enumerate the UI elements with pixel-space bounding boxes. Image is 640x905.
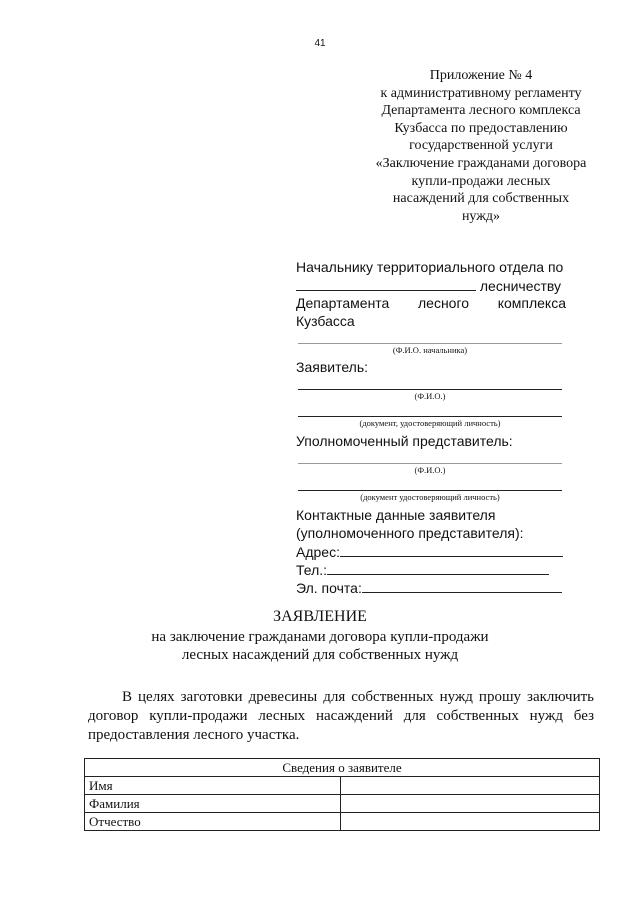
addressee-word: Департамента bbox=[296, 295, 390, 311]
phone-row bbox=[296, 560, 566, 579]
applicant-doc-field[interactable] bbox=[298, 416, 562, 417]
phone-field[interactable] bbox=[327, 560, 549, 575]
appendix-line: купли-продажи лесных bbox=[411, 173, 551, 189]
email-label: Эл. почта: bbox=[296, 580, 362, 596]
email-field[interactable] bbox=[362, 578, 562, 593]
contacts-line-1: Контактные данные заявителя bbox=[296, 507, 496, 523]
appendix-line: насаждений для собственных bbox=[392, 191, 570, 207]
representative-doc-field[interactable] bbox=[298, 490, 562, 491]
address-label: Адрес: bbox=[296, 544, 340, 560]
chief-name-field[interactable] bbox=[298, 343, 562, 344]
appendix-line: к административному регламенту bbox=[380, 85, 582, 101]
statement-title: ЗАЯВЛЕНИЕ bbox=[273, 608, 367, 625]
applicant-label: Заявитель: bbox=[296, 359, 369, 375]
addressee-line-4: Кузбасса bbox=[296, 313, 355, 329]
email-row bbox=[296, 578, 566, 597]
applicant-info-table bbox=[84, 758, 600, 831]
addressee-word: комплекса bbox=[497, 295, 566, 311]
appendix-line: Департамента лесного комплекса bbox=[381, 103, 581, 119]
row-label: Фамилия bbox=[85, 795, 341, 813]
appendix-header bbox=[356, 67, 606, 225]
forestry-suffix: лесничеству bbox=[479, 278, 562, 294]
body-line-2: договор купли-продажи лесных насаждений для собственных нужд без bbox=[88, 708, 594, 724]
applicant-fio-caption: (Ф.И.О.) bbox=[414, 391, 446, 401]
row-label: Имя bbox=[85, 777, 341, 795]
table-row bbox=[85, 795, 600, 813]
address-row bbox=[296, 542, 566, 561]
table-row bbox=[85, 813, 600, 831]
forestry-field[interactable] bbox=[296, 276, 476, 291]
statement-subtitle-1: на заключение гражданами договора купли-продажи bbox=[151, 629, 489, 645]
addressee-line-3 bbox=[296, 294, 566, 312]
row-label: Отчество bbox=[85, 813, 341, 831]
representative-label: Уполномоченный представитель: bbox=[296, 433, 513, 449]
addressee-word: лесного bbox=[417, 295, 470, 311]
contacts-line-2: (уполномоченного представителя): bbox=[296, 525, 524, 541]
phone-label: Тел.: bbox=[296, 562, 328, 578]
representative-doc-caption: (документ удостоверяющий личность) bbox=[360, 492, 500, 502]
applicant-doc-caption: (документ, удостоверяющий личность) bbox=[359, 418, 501, 428]
first-name-cell[interactable] bbox=[341, 777, 600, 795]
table-row bbox=[85, 777, 600, 795]
appendix-line: нужд» bbox=[461, 208, 501, 224]
addressee-line-1: Начальнику территориального отдела по bbox=[296, 259, 564, 275]
chief-name-caption: (Ф.И.О. начальника) bbox=[392, 345, 468, 355]
representative-fio-caption: (Ф.И.О.) bbox=[414, 465, 446, 475]
last-name-cell[interactable] bbox=[341, 795, 600, 813]
appendix-line: государственной услуги bbox=[409, 138, 553, 154]
address-field[interactable] bbox=[340, 542, 563, 557]
table-header-row bbox=[85, 759, 600, 777]
addressee-line-2 bbox=[296, 276, 566, 295]
patronymic-cell[interactable] bbox=[341, 813, 600, 831]
body-line-1: В целях заготовки древесины для собственных нужд прошу заключить bbox=[122, 689, 594, 705]
representative-fio-field[interactable] bbox=[298, 463, 562, 464]
statement-subtitle-2: лесных насаждений для собственных нужд bbox=[181, 647, 459, 663]
appendix-line: Кузбасса по предоставлению bbox=[394, 120, 568, 136]
applicant-fio-field[interactable] bbox=[298, 389, 562, 390]
appendix-line: «Заключение гражданами договора bbox=[375, 155, 587, 171]
appendix-line: Приложение № 4 bbox=[429, 68, 533, 83]
body-line-3: предоставления лесного участка. bbox=[88, 727, 300, 743]
page-number: 41 bbox=[314, 38, 326, 49]
table-header: Сведения о заявителе bbox=[85, 759, 600, 777]
